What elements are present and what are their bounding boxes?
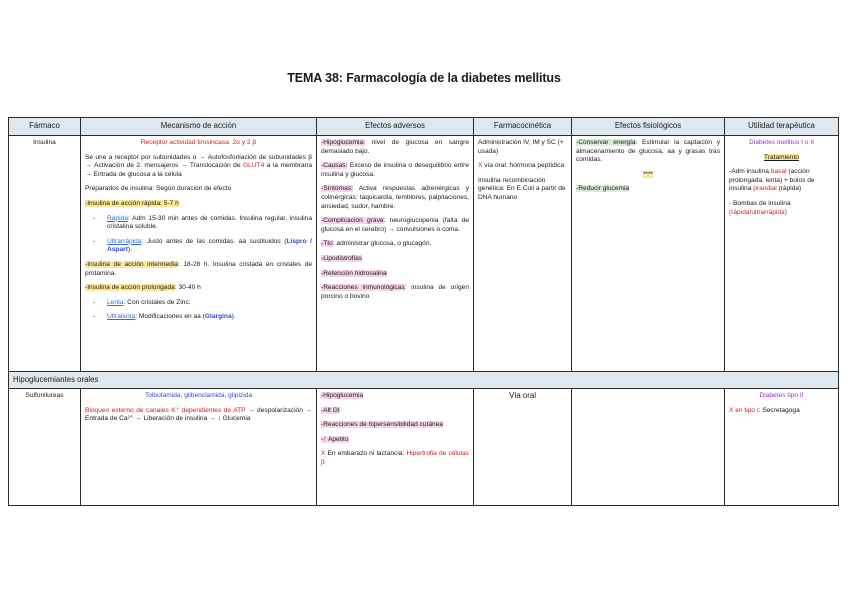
prolongada-list bbox=[85, 299, 312, 322]
prolongada-text: : 30-40 h bbox=[174, 284, 201, 292]
preparados-text: Preparados de insulina: Según duración de efecto bbox=[85, 185, 232, 193]
lenta-text: : Con cristales de Zinc. bbox=[123, 298, 191, 306]
list-item: - Lenta: Con cristales de Zinc. bbox=[93, 298, 191, 306]
ultralenta-close: ). bbox=[231, 313, 236, 321]
admin-text: Administración IV, IM y SC (+ usada) bbox=[478, 139, 564, 155]
ultralenta-label: Ultralenta bbox=[107, 313, 136, 321]
farmacocinetica-sulfonilureas bbox=[474, 389, 572, 506]
utilidad-sulfonilureas bbox=[725, 389, 839, 506]
adm-mid: (acción prolongada, lenta) + bolos de insulina bbox=[729, 168, 815, 193]
x-mark: X bbox=[478, 162, 483, 170]
mecanismo-text: Se une a receptor por subunidades α → Autofosforilación de subunidades β → Activación de 2. mensajeros → Translocación de bbox=[85, 153, 312, 170]
pharmacology-table bbox=[8, 117, 839, 506]
page-title: TEMA 38: Farmacología de la diabetes mellitus bbox=[287, 71, 561, 85]
table-row-insulina bbox=[9, 136, 839, 372]
header-mecanismo: Mecanismo de acción bbox=[81, 118, 317, 136]
mecanismo-text-end: a la membrana → Entrada de glucosa a la célula bbox=[85, 162, 312, 178]
prolongada-header: -Insulina de acción prolongada bbox=[85, 284, 175, 292]
adversos-sulfonilureas bbox=[317, 389, 474, 506]
retencion-text: -Retención hidrosalina bbox=[321, 269, 387, 277]
lipodistrofias-text: -Lipodistrofias bbox=[321, 254, 363, 262]
sintomas-text: Activa respuestas adrenérgicas y colinérgicas: taquicardia, temblores, palpitaciones, ansiedad, sudor, hambre. bbox=[321, 185, 469, 210]
ultrarapida-text: : Justo antes de las comidas. aa sustituidos ( bbox=[141, 237, 287, 245]
causas-text: Exceso de insulina o desequilibrio entre insulina y glucosa. bbox=[321, 162, 469, 178]
ultrarapida-close: ). bbox=[127, 246, 132, 254]
sulfo-x: X bbox=[321, 450, 326, 458]
utilidad-insulina bbox=[725, 136, 839, 372]
header-fisiologicos: Efectos fisiológicos bbox=[572, 118, 725, 136]
receptor-text: Receptor actividad tirosincasa: 2α y 2 β bbox=[140, 139, 257, 146]
list-item: - Rápida: Adm 15-30 min antes de comidas. Insulina regular, insulina cristalina soluble. bbox=[93, 214, 312, 231]
sulfo-secretagoga: : Secretagoga bbox=[758, 406, 800, 414]
sulfo-x-en: X en tipo I bbox=[729, 406, 759, 414]
list-item: - Ultrarrápida: Justo antes de las comidas. aa sustituidos (Lispro / Aspart). bbox=[93, 237, 313, 254]
hipoglucemia-text: nivel de glucosa en sangre demasiado bajo. bbox=[321, 139, 469, 155]
bloqueo-text: Bloqueo externo de canales K⁺ dependientes de ATP bbox=[85, 406, 246, 414]
rapida-label: Rápida bbox=[107, 214, 128, 222]
drug-name-insulina: Insulina bbox=[9, 136, 81, 372]
bombas-red: (rápida/ultrarrápida) bbox=[729, 208, 787, 216]
bombas-pre: - Bombas de insulina bbox=[729, 199, 791, 207]
table-header-row bbox=[9, 118, 839, 136]
fisiologicos-sulfonilureas bbox=[572, 389, 725, 506]
stars-text: **** bbox=[642, 170, 654, 178]
header-farmaco: Fármaco bbox=[9, 118, 81, 136]
adm-pre: -Adm insulina bbox=[729, 168, 771, 176]
ultrarapida-drugs: Lispro / Aspart bbox=[107, 237, 313, 254]
conservar-text: : Estimular la captación y almacenamiento de glucosa, aa y grasas tras comidas. bbox=[576, 139, 721, 164]
mecanismo-insulina bbox=[81, 136, 317, 372]
causas-label: -Causas: bbox=[321, 162, 348, 170]
reacciones-label: -Reacciones inmunológicas bbox=[321, 284, 405, 292]
tratamiento-text: Tratamiento bbox=[764, 153, 799, 161]
via-oral-text: vía oral: hormona peptídica bbox=[482, 162, 565, 170]
complicacion-text: : neuroglucopenia (falta de glucosa en el cerebro) → convulsiones o coma. bbox=[321, 217, 469, 233]
drug-name-sulfonilureas: Sulfonilureas bbox=[9, 389, 81, 506]
sulfo-hipertrofia: Hipertrofia de células β bbox=[321, 450, 469, 466]
list-item: - Ultralenta: Modificaciones en aa (Glargina). bbox=[93, 313, 236, 321]
lenta-label: Lenta bbox=[107, 298, 124, 306]
prandial-text: prandial bbox=[753, 185, 777, 193]
fisiologicos-insulina bbox=[572, 136, 725, 372]
intermedia-text: : 18-28 h. Insulina cristada en cristales de protamina. bbox=[85, 260, 312, 277]
sulfo-gi: -Alt GI bbox=[321, 406, 340, 414]
glut4-text: GLUT4 bbox=[242, 162, 265, 170]
rapida-list bbox=[85, 215, 312, 255]
tto-label: -Tto bbox=[321, 240, 333, 248]
intermedia-header: -Insulina de acción intermedia bbox=[85, 260, 178, 268]
adversos-insulina bbox=[317, 136, 474, 372]
farmacocinetica-insulina bbox=[474, 136, 572, 372]
rapida-text: : Adm 15-30 min antes de comidas. Insulina regular, insulina cristalina soluble. bbox=[107, 214, 312, 231]
section-label: Hipoglucemiantes orales bbox=[9, 372, 839, 389]
sulfo-via: Vía oral bbox=[509, 391, 536, 400]
dm-text: Diabetes mellitus I o II bbox=[749, 139, 814, 146]
header-farmacocinetica: Farmacocinética bbox=[474, 118, 572, 136]
tto-text: : administrar glucosa, o glucagón. bbox=[332, 240, 432, 248]
sintomas-label: -Síntomas: bbox=[321, 185, 353, 193]
reducir-text: -Reducir glucemia bbox=[576, 185, 630, 193]
header-adversos: Efectos adversos bbox=[317, 118, 474, 136]
complicacion-label: -Complicación grave bbox=[321, 217, 384, 225]
recombinante-text: Insulina recombinación genética: En E.Coli a partir de DNA humano bbox=[478, 176, 566, 201]
mecanismo-sulfonilureas bbox=[81, 389, 317, 506]
sulfo-apetito: -↑ Apetito bbox=[321, 435, 349, 443]
ultralenta-text: : Modificaciones en aa ( bbox=[135, 313, 205, 321]
bloqueo-rest: → despolarización → Entrada de Ca²⁺ → Liberación de insulina → ↓ Glucemia bbox=[85, 406, 312, 423]
adm-end: (rápida) bbox=[776, 185, 802, 193]
rapida-header: -Insulina de acción rápida: 5-7 h bbox=[85, 199, 179, 207]
ultrarapida-label: Ultrarrápida bbox=[107, 237, 142, 245]
conservar-label: -Conservar energía bbox=[576, 139, 636, 146]
sulfo-hipo: -Hipoglucemia bbox=[321, 392, 364, 399]
reacciones-text: : insulina de origen porcino o bovino bbox=[321, 284, 469, 300]
basal-text: basal bbox=[770, 168, 787, 176]
sulfo-embarazo: En embarazo ni lactancia: bbox=[325, 450, 407, 458]
section-row bbox=[9, 372, 839, 389]
ultralenta-drug: Glargina bbox=[204, 313, 232, 321]
hipoglucemia-label: -Hipoglucemia: bbox=[321, 139, 365, 146]
header-utilidad: Utilidad terapéutica bbox=[725, 118, 839, 136]
table-row-sulfonilureas bbox=[9, 389, 839, 506]
sulfo-dm: Diabetes tipo II bbox=[759, 392, 804, 399]
sulfo-hiper: -Reacciones de hipersensibilidad cutánea bbox=[321, 421, 444, 429]
sulfo-drugs: Tolbutamida, glibenclamida, glipizida bbox=[144, 392, 253, 399]
